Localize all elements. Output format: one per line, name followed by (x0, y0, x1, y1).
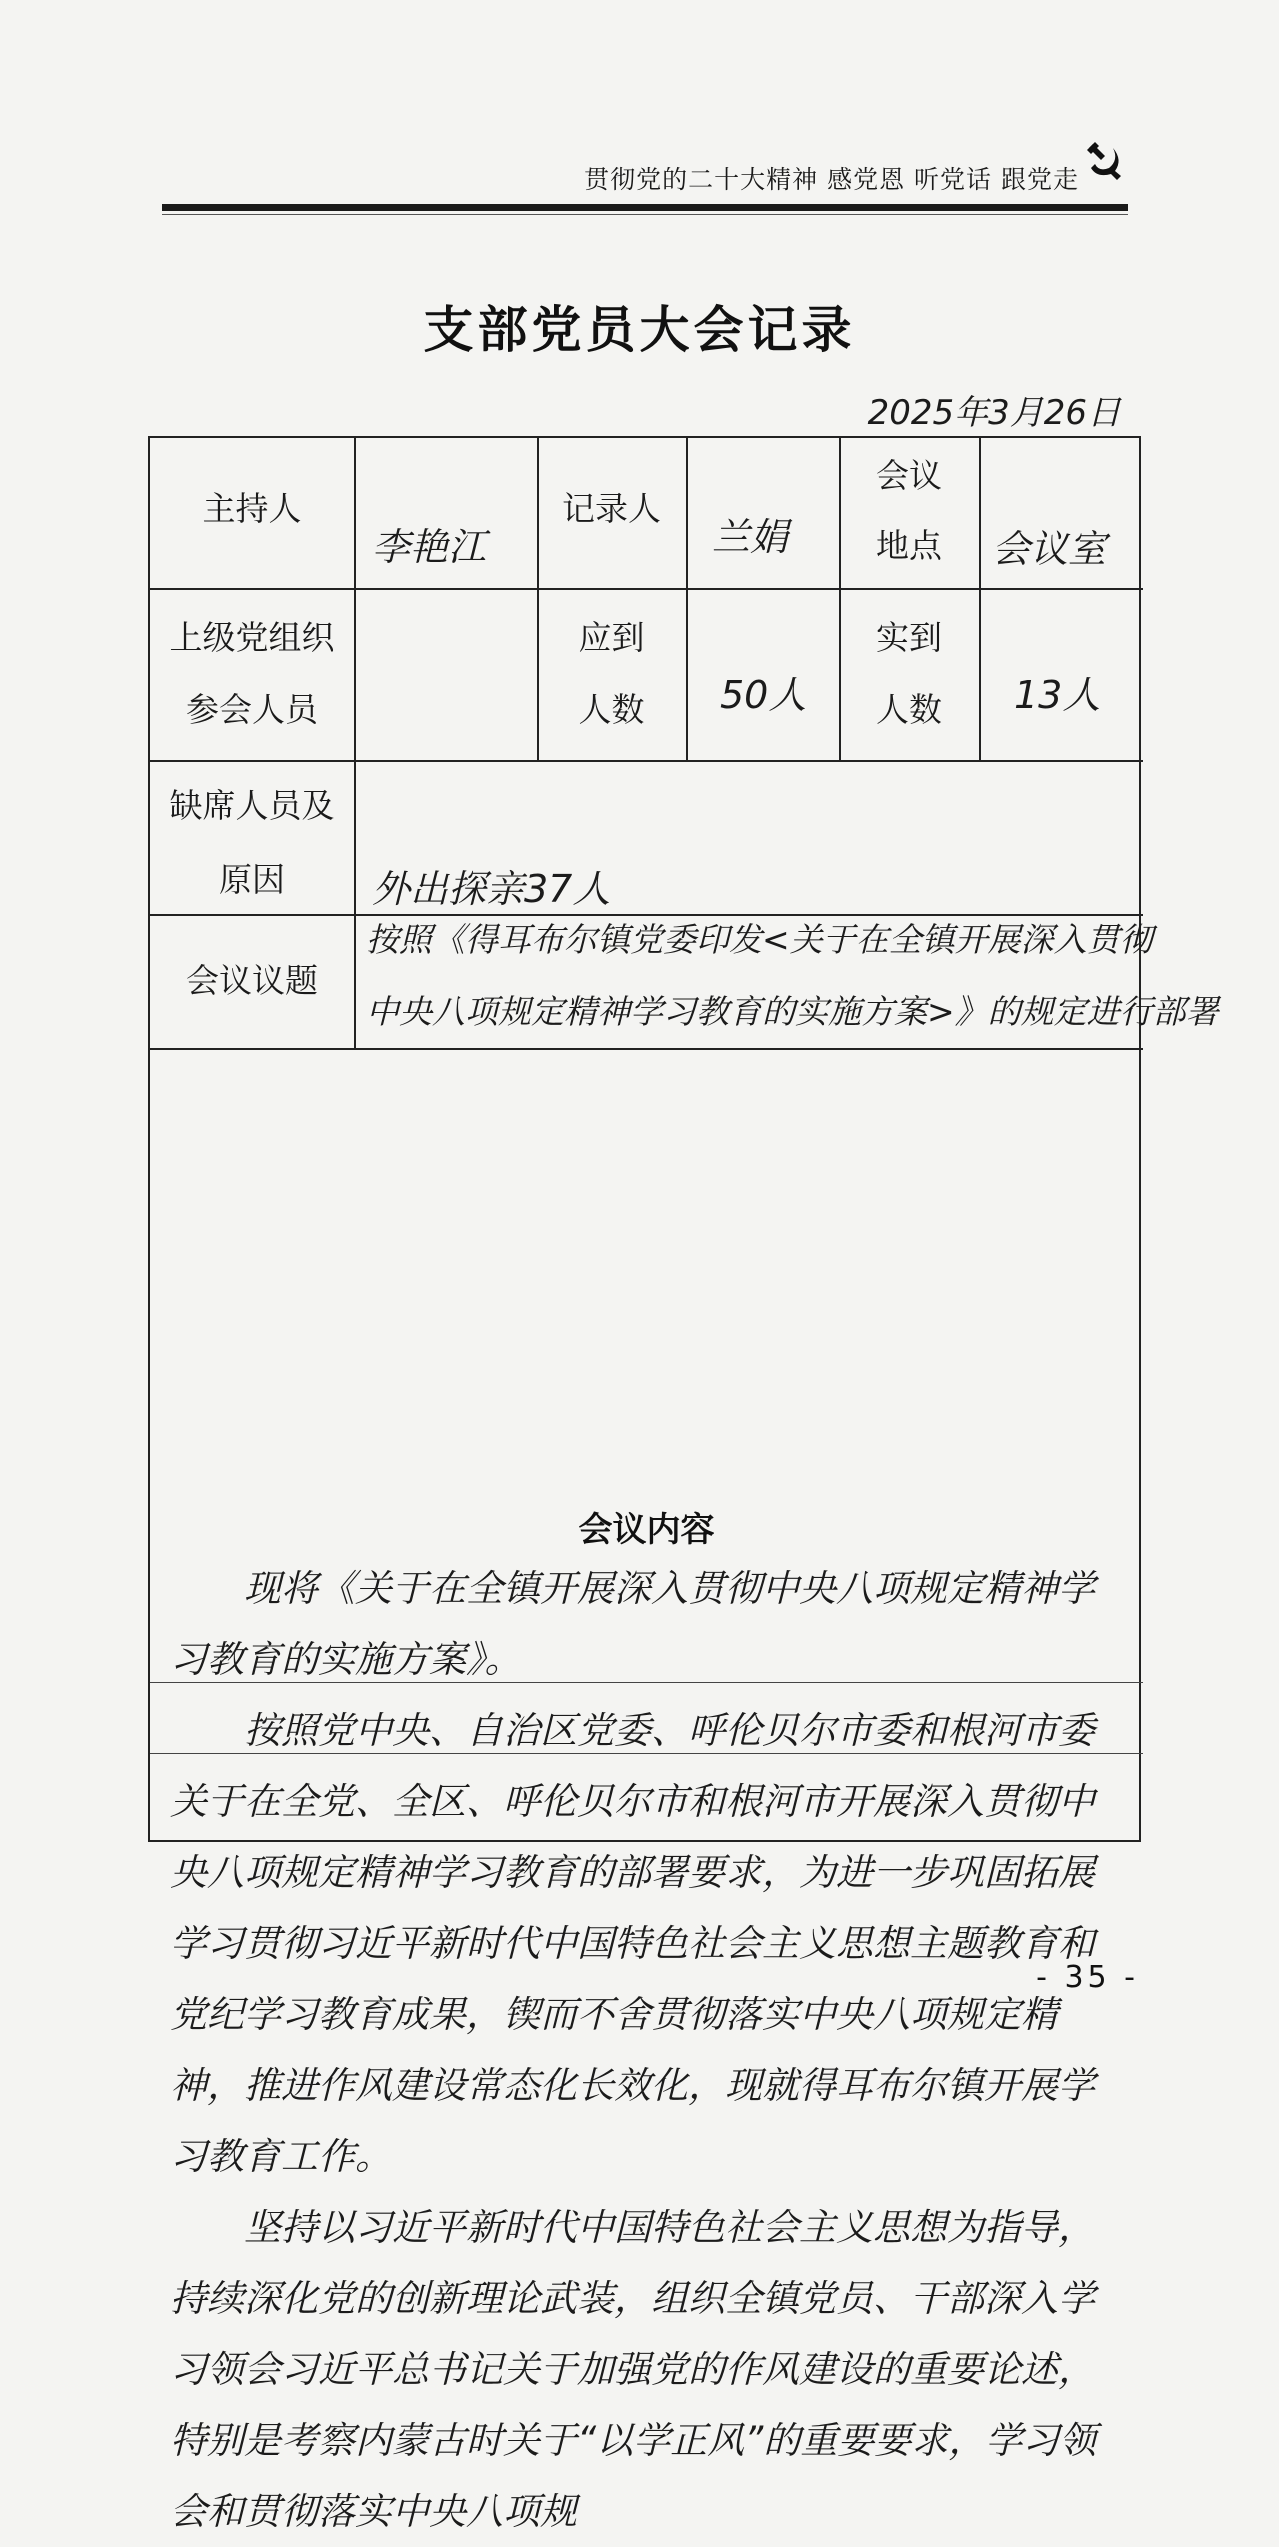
page-number: - 35 - (1036, 1960, 1139, 1995)
row-divider (150, 760, 1143, 762)
column-divider (686, 438, 688, 760)
expected-label-1: 应到 (578, 618, 645, 657)
recorder-label: 记录人 (562, 489, 661, 528)
content-paragraph: 按照党中央、自治区党委、呼伦贝尔市委和根河市委关于在全党、全区、呼伦贝尔市和根河市开展深入贯彻中央八项规定精神学习教育的部署要求，为进一步巩固拓展学习贯彻习近平新时代中国特色社会主义思想主题教育和党纪学习教育成果，锲而不舍贯彻落实中央八项规定精神，推进作风建设常态化长效化，现就得耳布尔镇开展学习教育工作。 (170, 1709, 1095, 2178)
row-divider (150, 1048, 1143, 1050)
location-label-1: 会议 (876, 456, 942, 495)
content-body (170, 1553, 1120, 2547)
content-paragraph: 现将《关于在全镇开展深入贯彻中央八项规定精神学习教育的实施方案》。 (170, 1567, 1095, 1681)
content-paragraph: 坚持以习近平新时代中国特色社会主义思想为指导，持续深化党的创新理论武装，组织全镇党员、干部深入学习领会习近平总书记关于加强党的作风建设的重要论述，特别是考察内蒙古时关于“以学正风”的重要要求，学习领会和贯彻落实中央八项规 (170, 2206, 1097, 2533)
topic-label: 会议议题 (186, 961, 318, 1000)
actual-label-2: 人数 (876, 690, 942, 729)
location-label-2: 地点 (876, 526, 942, 565)
party-emblem-icon (1083, 138, 1127, 182)
recorder-value: 兰娟 (712, 515, 789, 559)
header-rule-thin (162, 214, 1128, 215)
superior-label-1: 上级党组织 (169, 618, 335, 657)
header-rule (162, 204, 1128, 211)
meeting-date: 2025年3月26日 (867, 393, 1121, 433)
absent-label-2: 原因 (219, 860, 285, 899)
location-value: 会议室 (992, 527, 1107, 571)
topic-line-2: 中央八项规定精神学习教育的实施方案>》的规定进行部署 (366, 992, 1219, 1031)
column-divider (354, 438, 356, 914)
superior-label-2: 参会人员 (186, 690, 318, 729)
row-divider (150, 588, 1143, 590)
column-divider (979, 438, 981, 760)
host-label: 主持人 (202, 489, 302, 528)
actual-label-1: 实到 (876, 618, 942, 657)
host-value: 李艳江 (372, 525, 487, 569)
column-divider (354, 914, 356, 1048)
absent-value: 外出探亲37人 (372, 867, 611, 911)
topic-line-1: 按照《得耳布尔镇党委印发<关于在全镇开展深入贯彻 (366, 920, 1153, 959)
document-title: 支部党员大会记录 (423, 300, 856, 359)
content-heading: 会议内容 (578, 1510, 715, 1550)
absent-label-1: 缺席人员及 (169, 786, 335, 825)
header-slogan: 贯彻党的二十大精神 感党恩 听党话 跟党走 (584, 165, 1079, 194)
actual-value: 13人 (1014, 673, 1101, 717)
expected-label-2: 人数 (578, 690, 645, 729)
expected-value: 50人 (720, 673, 807, 717)
